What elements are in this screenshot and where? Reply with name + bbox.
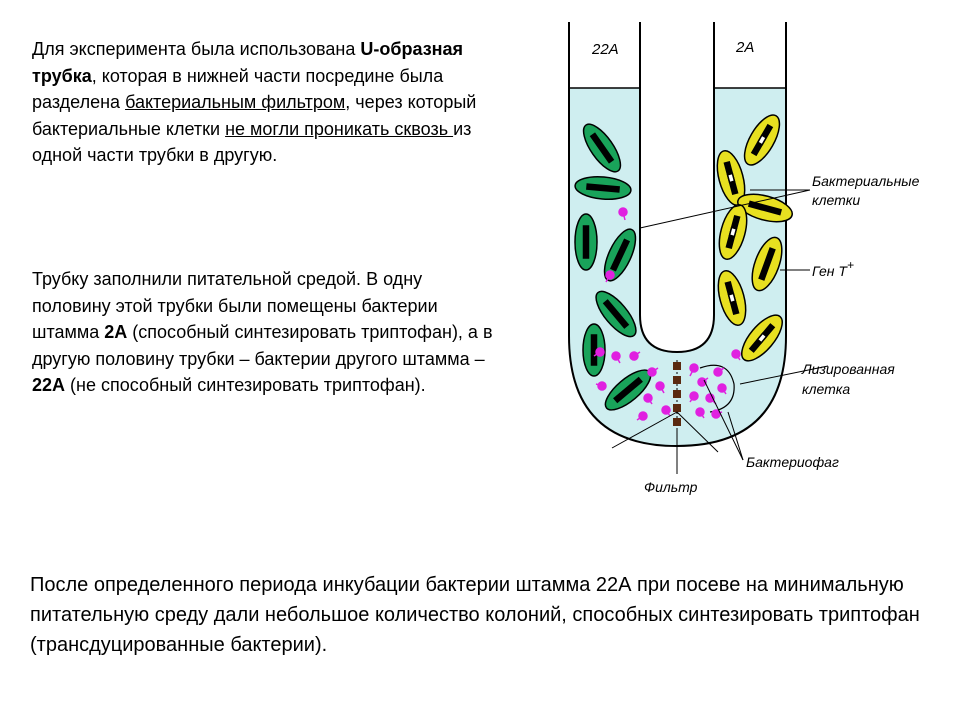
- method-text: (не способный синтезировать триптофан).: [65, 375, 426, 396]
- label-gene: Ген Т+: [812, 258, 854, 279]
- method-text: Трубку заполнили питательной средой. В одну половину этой трубки были помещены бактерии штамма: [32, 269, 438, 343]
- intro-paragraph: [32, 36, 502, 169]
- strain-22a-name: 22А: [32, 375, 66, 396]
- label-lysed-line2: клетка: [802, 381, 851, 397]
- label-lysed-line1: Лизированная: [802, 361, 895, 377]
- intro-text: , которая в нижней части посредине была разделена: [32, 65, 444, 113]
- u-tube-diagram: [540, 0, 960, 520]
- tube-inner-wall: [640, 22, 714, 352]
- left-tube-label: 22А: [592, 41, 619, 58]
- right-tube-label: 2А: [736, 39, 755, 56]
- intro-underlined-term: не могли проникать сквозь: [225, 118, 454, 139]
- strain-2a-name: 2А: [104, 322, 128, 343]
- intro-text: , через который бактериальные клетки: [32, 92, 477, 139]
- result-paragraph: После определенного периода инкубации бактерии штамма 22А при посеве на минимальную питательную среду дали небольшое количество колоний, способных синтезировать триптофан (трансдуцированные бактерии).: [30, 574, 920, 656]
- method-text: (способный синтезировать триптофан), а в другую половину трубки – бактерии другого штамма –: [32, 322, 493, 369]
- intro-bold-term: U-образная трубка: [32, 39, 464, 86]
- label-filter: Фильтр: [644, 479, 698, 495]
- label-phage: Бактериофаг: [746, 454, 839, 470]
- label-bacteria-line2: клетки: [812, 192, 861, 208]
- intro-underlined-term: бактериальным фильтром: [125, 92, 346, 113]
- intro-text: Для эксперимента была использована: [32, 39, 361, 59]
- method-paragraph: [32, 266, 502, 399]
- intro-text: из одной части трубки в другую.: [32, 118, 472, 166]
- label-bacteria-line1: Бактериальные: [812, 173, 920, 189]
